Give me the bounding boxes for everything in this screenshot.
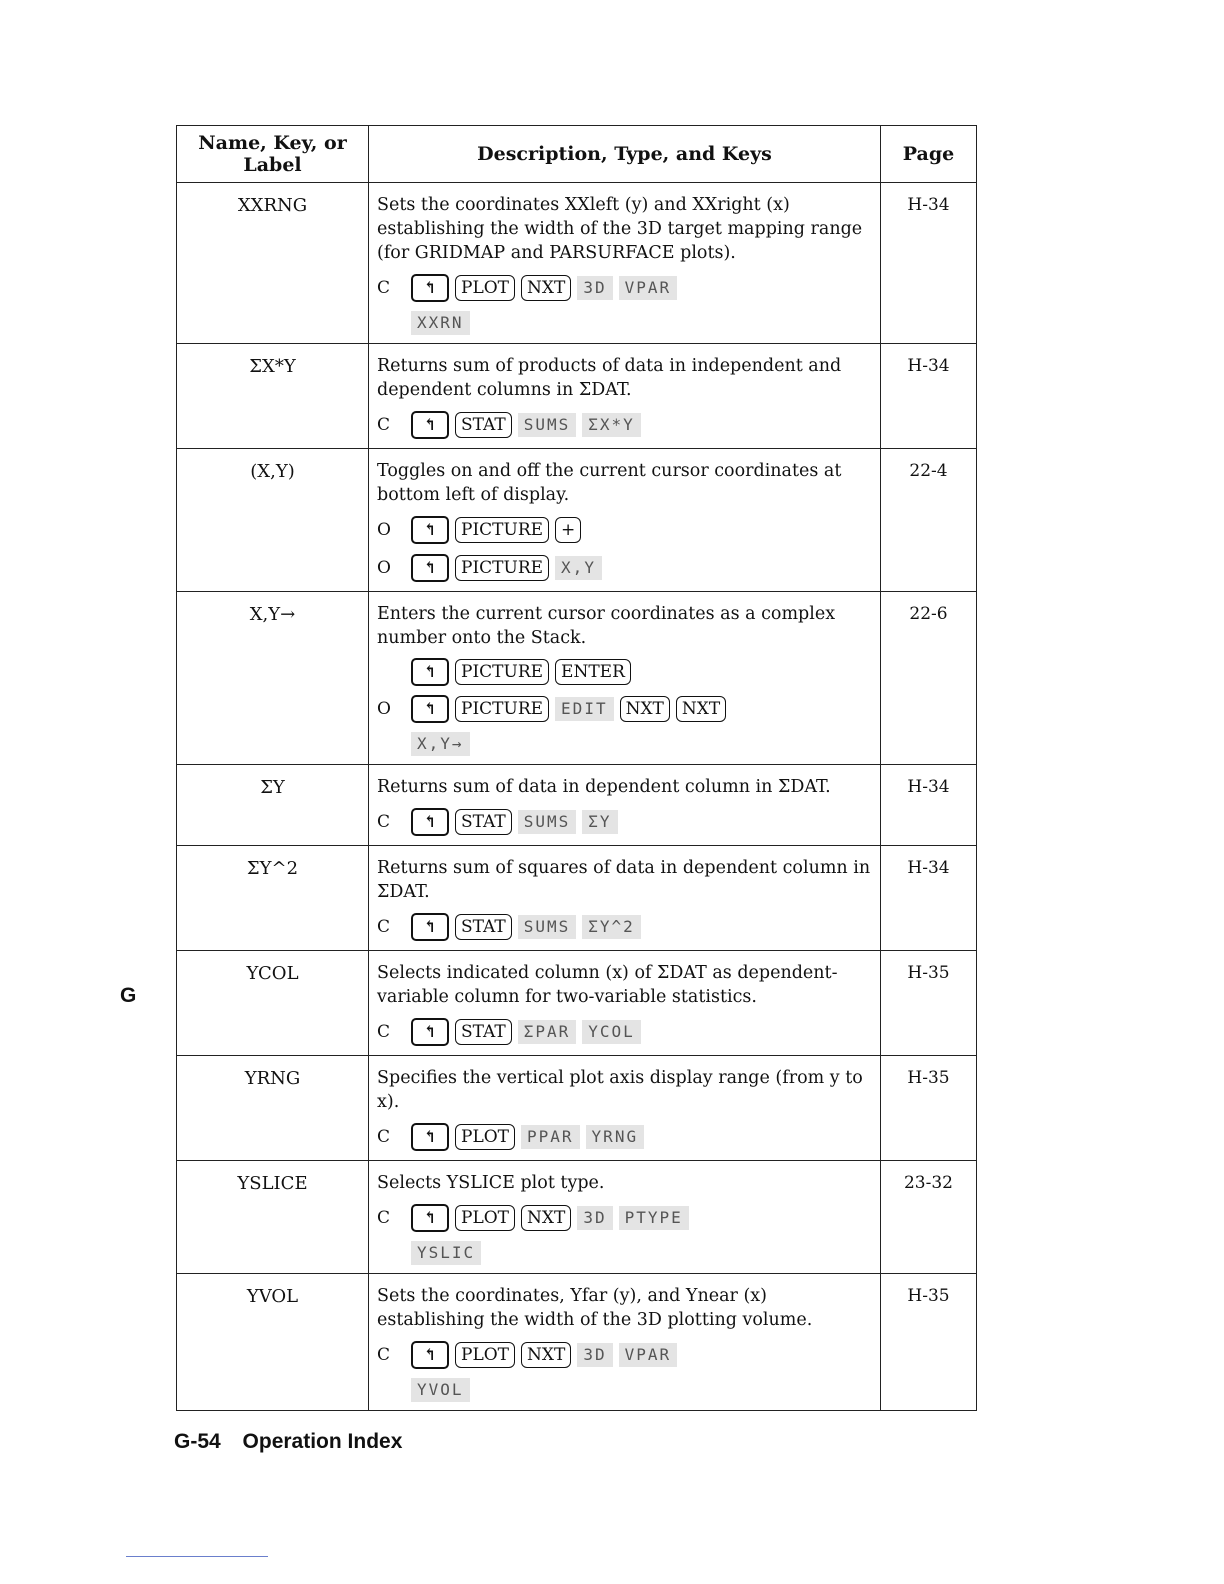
type-code: C (377, 917, 391, 937)
keyboard-key: PLOT (455, 275, 515, 301)
description-text: Returns sum of data in dependent column in ΣDAT. (377, 777, 831, 797)
row-name: YRNG (177, 1056, 369, 1161)
left-shift-icon: ↰ (411, 274, 449, 302)
menu-label: ΣY^2 (582, 915, 641, 939)
description-text: Sets the coordinates, Yfar (y), and Ynear (x) establishing the width of the 3D plotting volume. (377, 1286, 813, 1330)
left-shift-icon: ↰ (411, 411, 449, 439)
row-name: XXRNG (177, 183, 369, 344)
row-description (369, 1161, 881, 1274)
keyboard-key: + (555, 517, 581, 543)
key-sequence-continued (411, 732, 872, 756)
description-text: Enters the current cursor coordinates as a complex number onto the Stack. (377, 604, 836, 648)
description-text: Toggles on and off the current cursor coordinates at bottom left of display. (377, 461, 842, 505)
menu-label: VPAR (619, 1343, 678, 1367)
row-page: H-35 (881, 1056, 977, 1161)
type-code: C (377, 1345, 391, 1365)
keyboard-key: STAT (455, 914, 512, 940)
table-row (177, 951, 977, 1056)
row-name: YVOL (177, 1274, 369, 1411)
row-description (369, 1056, 881, 1161)
row-description (369, 846, 881, 951)
menu-label: EDIT (555, 697, 614, 721)
left-shift-icon: ↰ (411, 1341, 449, 1369)
keyboard-key: PICTURE (455, 517, 549, 543)
type-code: C (377, 1208, 391, 1228)
menu-label: SUMS (518, 810, 577, 834)
keyboard-key: PLOT (455, 1342, 515, 1368)
menu-label: X,Y (555, 556, 602, 580)
menu-label: ΣPAR (518, 1020, 577, 1044)
table-body (177, 183, 977, 1411)
menu-label: ΣY (582, 810, 617, 834)
menu-label: YCOL (582, 1020, 641, 1044)
description-text: Specifies the vertical plot axis display range (from y to x). (377, 1068, 863, 1112)
table-row (177, 449, 977, 592)
table-row (177, 765, 977, 846)
header-page: Page (881, 126, 977, 183)
type-code: C (377, 1022, 391, 1042)
menu-label: PPAR (521, 1125, 580, 1149)
description-text: Selects indicated column (x) of ΣDAT as dependent-variable column for two-variable statistics. (377, 963, 838, 1007)
key-sequence (377, 807, 872, 837)
menu-label: YSLIC (411, 1241, 481, 1265)
left-shift-icon: ↰ (411, 1204, 449, 1232)
menu-label: XXRN (411, 311, 470, 335)
table-header-row (177, 126, 977, 183)
key-sequence (377, 1017, 872, 1047)
menu-label: 3D (577, 276, 612, 300)
key-sequence-continued (411, 1378, 872, 1402)
row-page: 22-6 (881, 592, 977, 765)
table-row (177, 183, 977, 344)
menu-label: SUMS (518, 413, 577, 437)
footer-page-number: G-54 (174, 1430, 221, 1453)
keyboard-key: STAT (455, 412, 512, 438)
row-page: H-35 (881, 1274, 977, 1411)
key-sequence (377, 694, 872, 724)
key-sequence (377, 1122, 872, 1152)
type-code: O (377, 520, 391, 540)
header-desc: Description, Type, and Keys (369, 126, 881, 183)
left-shift-icon: ↰ (411, 695, 449, 723)
keyboard-key: STAT (455, 1019, 512, 1045)
header-name: Name, Key, or Label (177, 126, 369, 183)
left-shift-icon: ↰ (411, 516, 449, 544)
left-shift-icon: ↰ (411, 554, 449, 582)
row-name: ΣY^2 (177, 846, 369, 951)
keyboard-key: NXT (676, 696, 726, 722)
menu-label: 3D (577, 1206, 612, 1230)
row-name: (X,Y) (177, 449, 369, 592)
keyboard-key: NXT (521, 1342, 571, 1368)
type-code: C (377, 1127, 391, 1147)
left-shift-icon: ↰ (411, 1018, 449, 1046)
type-code: C (377, 812, 391, 832)
footer-title: Operation Index (242, 1430, 403, 1453)
keyboard-key: PICTURE (455, 696, 549, 722)
menu-label: SUMS (518, 915, 577, 939)
row-name: ΣY (177, 765, 369, 846)
key-sequence-continued (411, 311, 872, 335)
description-text: Returns sum of squares of data in dependent column in ΣDAT. (377, 858, 871, 902)
menu-label: YRNG (586, 1125, 645, 1149)
keyboard-key: PLOT (455, 1124, 515, 1150)
keyboard-key: STAT (455, 809, 512, 835)
row-name: ΣX*Y (177, 344, 369, 449)
key-sequence-continued (411, 1241, 872, 1265)
left-shift-icon: ↰ (411, 658, 449, 686)
row-page: 23-32 (881, 1161, 977, 1274)
keyboard-key: PICTURE (455, 555, 549, 581)
type-code: O (377, 558, 391, 578)
left-shift-icon: ↰ (411, 913, 449, 941)
row-description (369, 951, 881, 1056)
key-sequence (377, 273, 872, 303)
row-description (369, 1274, 881, 1411)
description-text: Sets the coordinates XXleft (y) and XXright (x) establishing the width of the 3D target mapping range (for GRIDMAP and PARSURFACE plots). (377, 195, 863, 263)
row-description (369, 183, 881, 344)
left-shift-icon: ↰ (411, 808, 449, 836)
table-row (177, 344, 977, 449)
bottom-rule (126, 1556, 268, 1557)
page-footer (174, 1430, 402, 1454)
row-description (369, 344, 881, 449)
menu-label: YVOL (411, 1378, 470, 1402)
row-name: YSLICE (177, 1161, 369, 1274)
table-row (177, 592, 977, 765)
key-sequence (377, 515, 872, 545)
operation-index-table-wrap (176, 125, 976, 1411)
table-row (177, 846, 977, 951)
menu-label: X,Y→ (411, 732, 470, 756)
keyboard-key: NXT (620, 696, 670, 722)
row-description (369, 449, 881, 592)
key-sequence (377, 553, 872, 583)
type-code: O (377, 699, 391, 719)
table-row (177, 1056, 977, 1161)
keyboard-key: NXT (521, 275, 571, 301)
row-page: H-34 (881, 846, 977, 951)
section-tab-letter: G (120, 984, 137, 1007)
row-page: 22-4 (881, 449, 977, 592)
table-row (177, 1274, 977, 1411)
keyboard-key: PLOT (455, 1205, 515, 1231)
row-description (369, 765, 881, 846)
key-sequence (377, 658, 872, 686)
key-sequence (377, 1203, 872, 1233)
menu-label: VPAR (619, 276, 678, 300)
operation-index-table (176, 125, 977, 1411)
row-page: H-35 (881, 951, 977, 1056)
menu-label: ΣX*Y (582, 413, 641, 437)
keyboard-key: PICTURE (455, 659, 549, 685)
type-code: C (377, 415, 391, 435)
row-page: H-34 (881, 183, 977, 344)
menu-label: PTYPE (619, 1206, 689, 1230)
description-text: Returns sum of products of data in independent and dependent columns in ΣDAT. (377, 356, 842, 400)
menu-label: 3D (577, 1343, 612, 1367)
keyboard-key: ENTER (555, 659, 631, 685)
key-sequence (377, 1340, 872, 1370)
row-description (369, 592, 881, 765)
type-code: C (377, 278, 391, 298)
row-name: YCOL (177, 951, 369, 1056)
description-text: Selects YSLICE plot type. (377, 1173, 605, 1193)
table-row (177, 1161, 977, 1274)
keyboard-key: NXT (521, 1205, 571, 1231)
row-page: H-34 (881, 765, 977, 846)
row-name: X,Y→ (177, 592, 369, 765)
left-shift-icon: ↰ (411, 1123, 449, 1151)
key-sequence (377, 410, 872, 440)
row-page: H-34 (881, 344, 977, 449)
key-sequence (377, 912, 872, 942)
